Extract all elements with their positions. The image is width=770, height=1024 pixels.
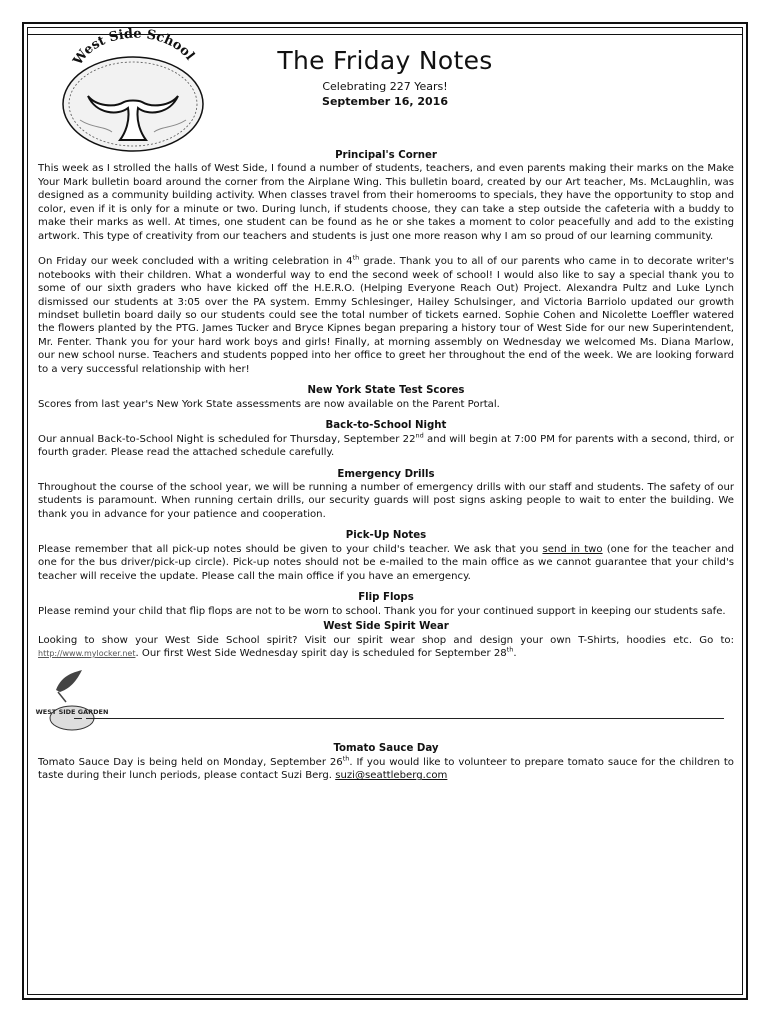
principal-paragraph-2: On Friday our week concluded with a writing celebration in 4th grade. Thank you to all of our parents who came in to decorate writer's notebooks with their children. What a wonderful way to end the second week of school! I would also like to say a special thank you to some of our sixth graders who have kicked off the H.E.R.O. (Helping Everyone Reach Out) Project. Alexandra Pultz and Luke Lynch dismissed our students at 3:05 over the PA system. Emmy Schlesinger, Hailey Schulsinger, and Victoria Barriolo updated our growth mindset bulletin board daily so our students could see the total number of tickets earned. Sophie Cohen and Nicolette Loeffler watered the flowers planted by the PTG. James Tucker and Bryce Kipnes began preparing a history tour of West Side for our new Superintendent, Mr. Fenter. Thank you for your hard work boys and girls! Finally, at morning assembly on Wednesday we welcomed Ms. Diana Marlow, our new school nurse. Teachers and students popped into her office to greet her throughout the end of the week. We are looking forward to a very successful relationship with her! [38, 253, 734, 375]
tomato-sauce-title: Tomato Sauce Day [333, 743, 439, 755]
newsletter-subtitle: Celebrating 227 Years! [322, 80, 448, 93]
leaf-icon [56, 670, 82, 692]
spirit-wear-title: West Side Spirit Wear [323, 621, 449, 633]
pickup-notes-title: Pick-Up Notes [345, 530, 427, 542]
emergency-drills-title: Emergency Drills [337, 468, 435, 480]
principal-paragraph-1: This week as I strolled the halls of West Side, I found a number of students, teachers, and even parents making their marks on the Make Your Mark bulletin board around the corner from the Airplane Wing. This bulletin board, created by our Art teacher, Ms. McLaughlin, was designed as a community building activity. When classes travel from their homerooms to specials, they have the opportunity to stop and color, even if it is only for a minute or two. During lunch, if students choose, they can take a step outside the cafeteria with a buddy to make their marks as well. At times, one student can be found as he or she takes a moment to color peacefully and add to the existing artwork. This type of creativity from our teachers and students is just one more reason why I am so proud of our learning community. [38, 163, 734, 242]
back-to-school-title: Back-to-School Night [325, 420, 447, 432]
test-scores-title: New York State Test Scores [307, 385, 465, 397]
pickup-notes-body: Please remember that all pick-up notes should be given to your child's teacher. We ask that you send in two (one for the teacher and one for the bus driver/pick-up circle). Pick-up notes should not be e-mailed to the main office as we cannot guarantee that your child's teacher will receive the update. Please call the main office if you have an emergency. [38, 543, 735, 582]
newsletter-date: September 16, 2016 [322, 95, 448, 108]
garden-divider [35, 660, 734, 742]
newsletter-body [35, 149, 735, 783]
school-logo-name: West Side School [70, 28, 198, 69]
newsletter-title: The Friday Notes [277, 46, 493, 75]
test-scores-body: Scores from last year's New York State assessments are now available on the Parent Portal. [38, 398, 500, 410]
flip-flops-body: Please remind your child that flip flops are not to be worn to school. Thank you for your continued support in keeping our students safe. [38, 605, 726, 617]
garden-rule-left [74, 718, 82, 719]
spirit-wear-link[interactable]: http://www.mylocker.net [38, 648, 136, 658]
principal-corner-title: Principal's Corner [335, 150, 437, 161]
emergency-drills-body: Throughout the course of the school year, we will be running a number of emergency drills with our staff and students. The safety of our students is paramount. When running certain drills, our security guards will post signs asking people to wait to enter the building. We thank you in advance for your patience and cooperation. [38, 481, 734, 520]
flip-flops-title: Flip Flops [358, 592, 414, 604]
back-to-school-body: Our annual Back-to-School Night is scheduled for Thursday, September 22nd and will begin at 7:00 PM for parents with a second, third, or fourth grader. Please read the attached schedule carefully. [38, 431, 734, 459]
tomato-sauce-body: Tomato Sauce Day is being held on Monday, September 26th. If you would like to volunteer to prepare tomato sauce for the children to taste during their lunch periods, please contact Suzi Berg. suzi@seattleberg.com [38, 754, 734, 782]
garden-logo-text: WEST SIDE GARDEN [35, 708, 109, 717]
school-logo [52, 28, 214, 154]
spirit-wear-body: Looking to show your West Side School spirit? Visit our spirit wear shop and design your own T-Shirts, hoodies etc. Go to: http://www.mylocker.net. Our first West Side Wednesday spirit day is scheduled for September 28th. [38, 634, 734, 659]
tomato-sauce-email-link[interactable]: suzi@seattleberg.com [335, 770, 448, 782]
garden-rule [86, 718, 724, 719]
garden-logo [35, 668, 109, 736]
